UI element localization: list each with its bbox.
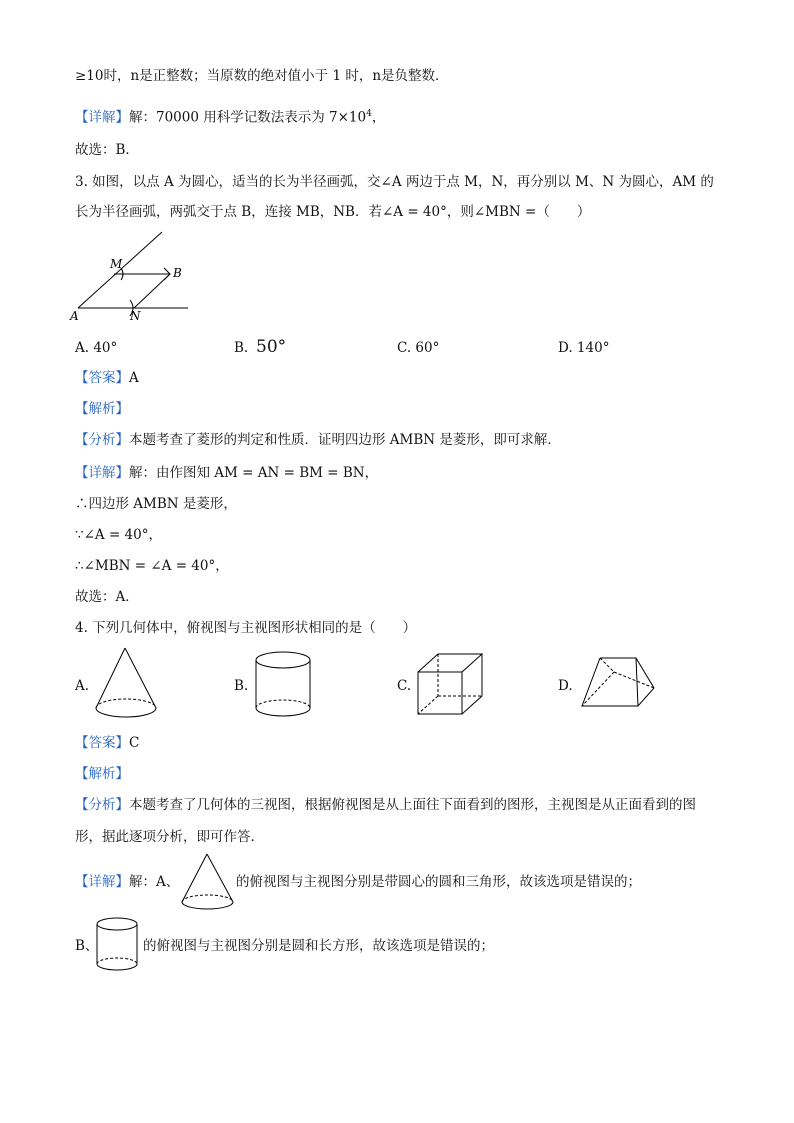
detail-4-b-text: 的俯视图与主视图分别是圆和长方形，故该选项是错误的；: [143, 938, 494, 954]
text-line: ≥10时，n是正整数；当原数的绝对值小于 1 时，n是负整数．: [75, 68, 449, 84]
option-c: C. 60°: [397, 340, 440, 356]
option-b-value: 50°: [256, 337, 287, 357]
label-A: A: [70, 309, 79, 323]
option-a: A. 40°: [75, 340, 118, 356]
option-d: D.: [558, 678, 573, 694]
text: 本题考查了几何体的三视图，根据俯视图是从上面往下面看到的图形，主视图是从正面看到的图: [129, 797, 696, 813]
cube-figure: [416, 652, 486, 718]
option-c: C.: [397, 678, 412, 694]
tag-answer: 【答案】: [75, 735, 129, 751]
answer-value: C: [129, 735, 140, 751]
text: 本题考查了菱形的判定和性质．证明四边形 AMBN 是菱形，即可求解．: [129, 432, 561, 448]
answer-3: [75, 368, 139, 388]
analysis-3: [75, 430, 561, 450]
analysis-4-line1: [75, 795, 696, 815]
frustum-figure: [580, 656, 656, 712]
question-3-line2: 长为半径画弧，两弧交于点 B，连接 MB，NB．若∠A = 40°，则∠MBN =（ ）: [75, 204, 591, 220]
option-b: B.: [234, 678, 249, 694]
text: ，: [371, 109, 386, 126]
text: 解：A、: [129, 874, 180, 890]
question-4: 4. 下列几何体中，俯视图与主视图形状相同的是（ ）: [75, 620, 417, 636]
tag-fenxi: 【分析】: [75, 432, 129, 448]
tag-detail: 【详解】: [75, 465, 129, 481]
question-3-line1: 3. 如图，以点 A 为圆心，适当的长为半径画弧，交∠A 两边于点 M，N，再分别以 M、N 为圆心，AM 的: [75, 174, 714, 190]
detail-3: [75, 463, 378, 483]
step-1: ∴四边形 AMBN 是菱形，: [75, 496, 237, 512]
text: 解：70000 用科学记数法表示为 7×10: [129, 109, 367, 126]
option-d: D. 140°: [558, 340, 610, 356]
text: 解：由作图知 AM = AN = BM = BN，: [129, 465, 379, 481]
detail-4-b: B、: [75, 938, 99, 954]
step-2: ∵∠A = 40°，: [75, 527, 162, 543]
tag-detail: 【详解】: [75, 109, 129, 126]
tag-analysis: 【解析】: [75, 401, 129, 417]
rhombus-figure: [70, 228, 200, 328]
tag-detail: 【详解】: [75, 874, 129, 890]
analysis-4-line2: 形，据此逐项分析，即可作答．: [75, 829, 264, 845]
option-b-label: B.: [234, 340, 249, 356]
label-N: N: [130, 309, 141, 323]
exponent: 4: [366, 109, 372, 119]
text-line: 故选：B．: [75, 142, 139, 158]
answer-value: A: [129, 370, 139, 386]
answer-4: [75, 733, 139, 753]
cylinder-inline-figure: [96, 916, 142, 972]
tag-answer: 【答案】: [75, 370, 129, 386]
text-line: [75, 104, 385, 128]
detail-4-a: [75, 872, 179, 892]
cone-figure: [94, 646, 160, 720]
detail-4-a-text: 的俯视图与主视图分别是带圆心的圆和三角形，故该选项是错误的；: [236, 874, 641, 890]
cone-inline-figure: [180, 852, 236, 914]
tag-fenxi: 【分析】: [75, 797, 129, 813]
option-a: A.: [75, 678, 90, 694]
tag-analysis: 【解析】: [75, 766, 129, 782]
step-3: ∴∠MBN = ∠A = 40°，: [75, 558, 229, 574]
label-B: B: [173, 266, 182, 280]
step-4: 故选：A．: [75, 589, 139, 605]
cylinder-figure: [254, 650, 314, 720]
label-M: M: [110, 257, 123, 271]
